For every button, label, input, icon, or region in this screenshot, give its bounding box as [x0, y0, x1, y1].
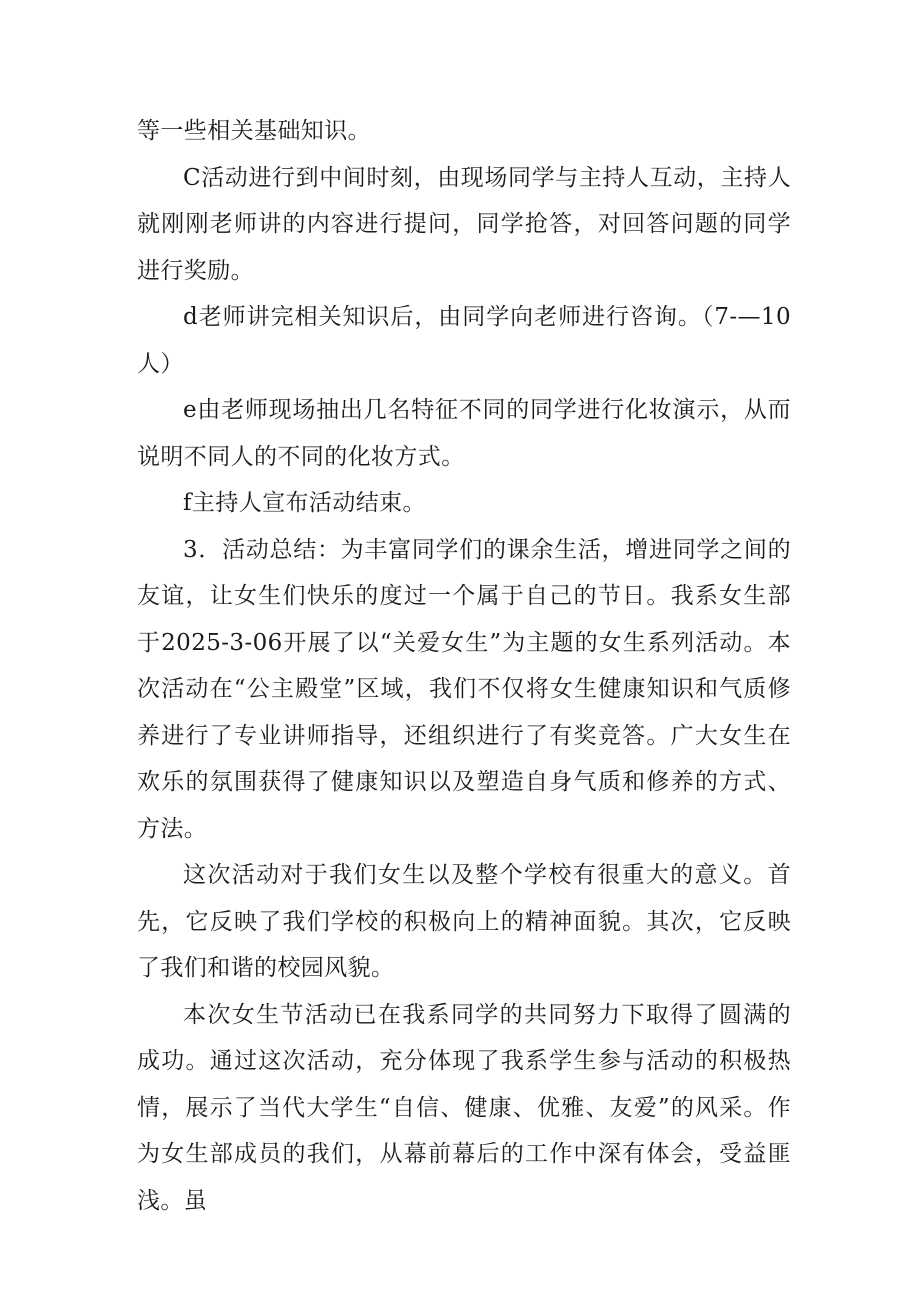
paragraph-4: e由老师现场抽出几名特征不同的同学进行化妆演示，从而说明不同人的不同的化妆方式。 [137, 397, 791, 470]
paragraph-1: 等一些相关基础知识。 [137, 118, 371, 144]
paragraph-7: 这次活动对于我们女生以及整个学校有很重大的意义。首先，它反映了我们学校的积极向上的精神面貌。其次，它反映了我们和谐的校园风貌。 [137, 862, 791, 981]
paragraph-8: 本次女生节活动已在我系同学的共同努力下取得了圆满的成功。通过这次活动，充分体现了我系学生参与活动的积极热情，展示了当代大学生“自信、健康、优雅、友爱”的风采。作为女生部成员的我们，从幕前幕后的工作中深有体会，受益匪浅。虽 [137, 1001, 791, 1214]
paragraph-3: d老师讲完相关知识后，由同学向老师进行咨询。（7-—10人） [137, 304, 791, 377]
document-body [137, 108, 791, 1224]
paragraph-5: f主持人宣布活动结束。 [183, 490, 426, 516]
paragraph-2: C活动进行到中间时刻，由现场同学与主持人互动，主持人就刚刚老师讲的内容进行提问，同学抢答，对回答问题的同学进行奖励。 [137, 164, 791, 284]
paragraph-6: 3．活动总结：为丰富同学们的课余生活，增进同学之间的友谊，让女生们快乐的度过一个属于自己的节日。我系女生部于2025-3-06开展了以“关爱女生”为主题的女生系列活动。本次活动在“公主殿堂”区域，我们不仅将女生健康知识和气质修养进行了专业讲师指导，还组织进行了有奖竞答。广大女生在欢乐的氛围获得了健康知识以及塑造自身气质和修养的方式、方法。 [137, 536, 791, 842]
